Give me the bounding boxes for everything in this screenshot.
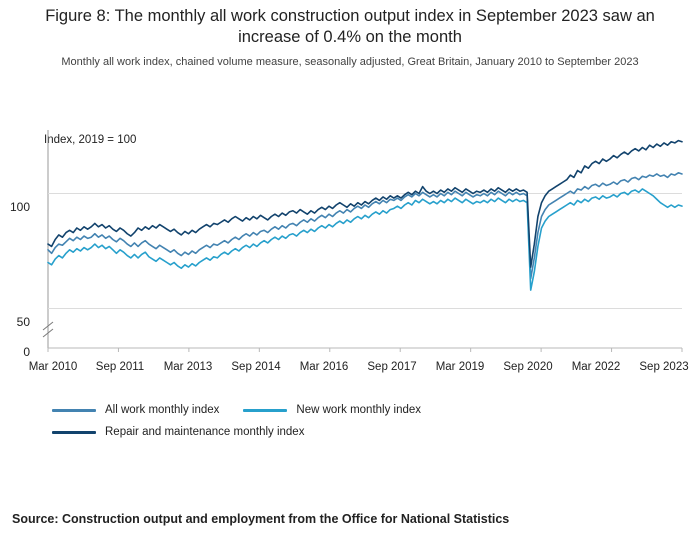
legend-swatch-all-work <box>52 409 96 412</box>
y-tick-0: 0 <box>23 345 30 359</box>
chart-axes <box>43 130 682 352</box>
series-line-2 <box>48 141 682 268</box>
y-tick-100: 100 <box>9 200 30 214</box>
chart-subtitle: Monthly all work index, chained volume measure, seasonally adjusted, Great Britain, January 2010 to September 2023 <box>61 56 639 68</box>
x-tick-6: Mar 2019 <box>435 361 485 373</box>
source-note: Source: Construction output and employment from the Office for National Statistics <box>12 512 510 526</box>
x-tick-0: Mar 2010 <box>28 361 78 373</box>
chart-series-group <box>48 141 682 291</box>
series-line-0 <box>48 173 682 279</box>
legend-label-all-work: All work monthly index <box>105 404 220 416</box>
legend-label-new-work: New work monthly index <box>296 404 422 416</box>
legend-item-all-work[interactable] <box>52 404 219 416</box>
legend-row-1 <box>52 404 652 416</box>
x-tick-3: Sep 2014 <box>231 361 281 373</box>
legend-swatch-new-work <box>243 409 287 412</box>
x-tick-1: Sep 2011 <box>95 361 145 373</box>
x-tick-5: Sep 2017 <box>367 361 417 373</box>
legend-item-repair-maintenance[interactable] <box>52 426 304 438</box>
series-line-1 <box>48 189 682 290</box>
chart-svg <box>42 130 687 358</box>
x-tick-7: Sep 2020 <box>503 361 553 373</box>
x-tick-4: Mar 2016 <box>299 361 349 373</box>
x-tick-2: Mar 2013 <box>163 361 213 373</box>
y-axis-note: Index, 2019 = 100 <box>44 134 137 146</box>
chart-legend <box>52 404 652 448</box>
y-tick-50: 50 <box>16 315 30 329</box>
legend-label-repair-maintenance: Repair and maintenance monthly index <box>105 426 305 438</box>
chart-title: Figure 8: The monthly all work construction output index in September 2023 saw an increase of 0.4% on the month <box>45 7 655 46</box>
plot-area <box>42 130 687 355</box>
x-tick-9: Sep 2023 <box>639 361 689 373</box>
legend-row-2 <box>52 426 652 438</box>
legend-swatch-repair-maintenance <box>52 431 96 434</box>
legend-item-new-work[interactable] <box>243 404 421 416</box>
x-tick-8: Mar 2022 <box>571 361 621 373</box>
